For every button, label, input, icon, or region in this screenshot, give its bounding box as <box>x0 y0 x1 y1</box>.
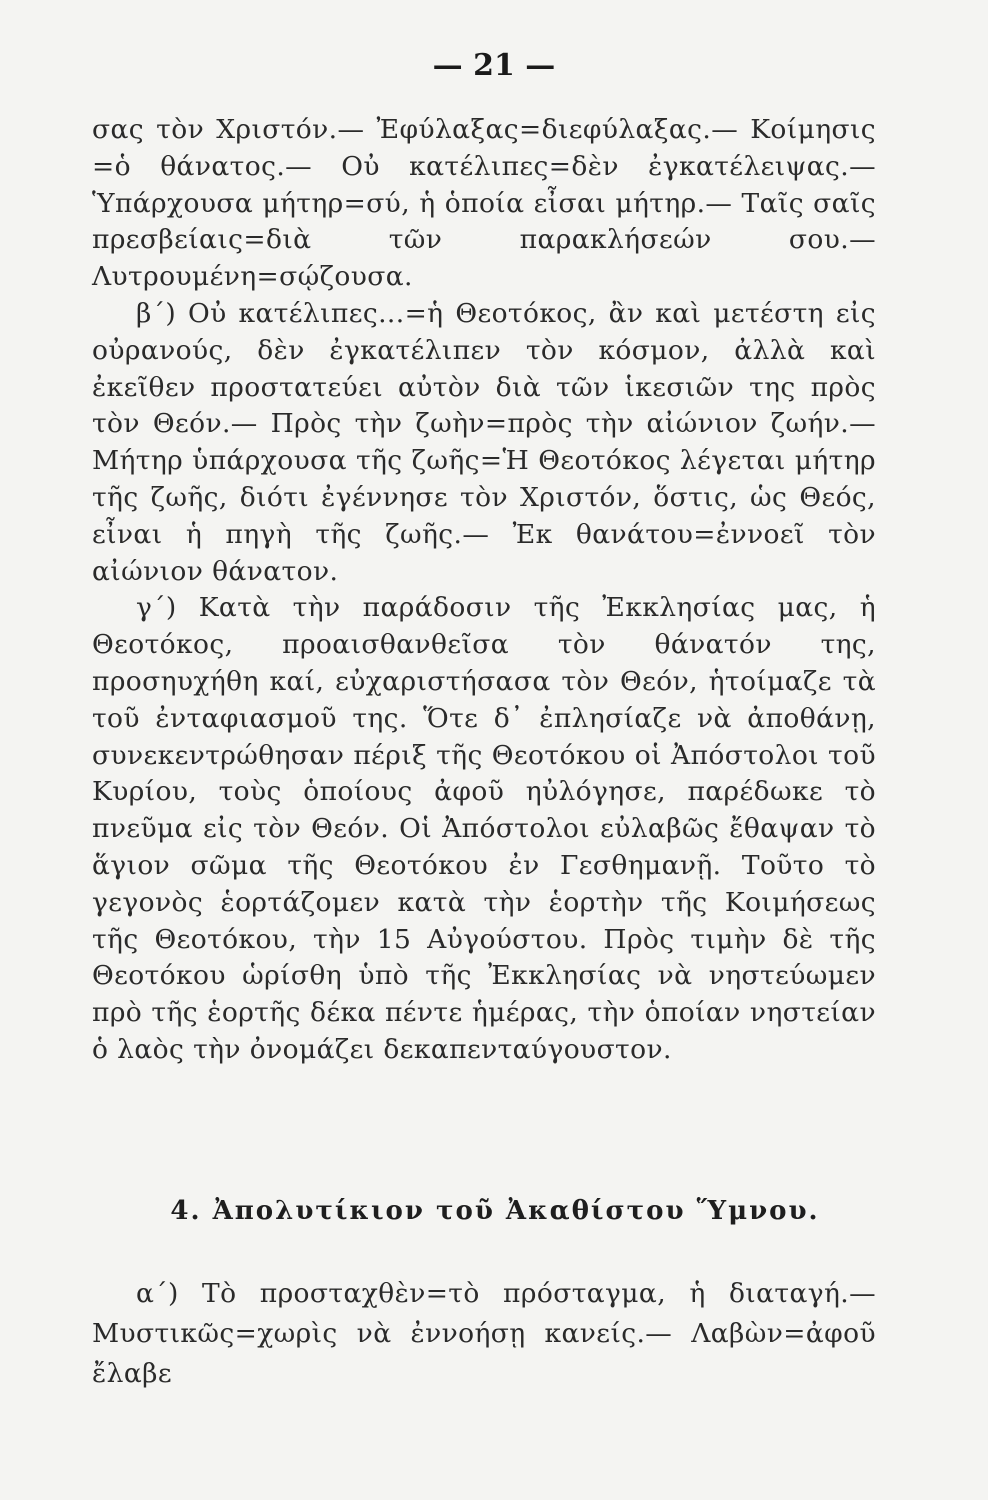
paragraph-glossary: σας τὸν Χριστόν.— Ἐφύλαξας=διεφύλαξας.— Κοίμησις =ὁ θάνατος.— Οὐ κατέλιπες=δὲν ἐγκατέλειψας.— Ὑπάρχουσα μήτηρ=σύ, ἡ ὁποία εἶσαι μήτηρ.— Ταῖς σαῖς πρεσβείαις=διὰ τῶν παρακλήσεών σου.— Λυτρουμένη=σῴζουσα. <box>92 114 876 293</box>
paragraph-beta: β΄) Οὐ κατέλιπες...=ἡ Θεοτόκος, ἂν καὶ μετέστη εἰς οὐρανούς, δὲν ἐγκατέλιπεν τὸν κόσμον, ἀλλὰ καὶ ἐκεῖθεν προστατεύει αὐτὸν διὰ τῶν ἱκεσιῶν της πρὸς τὸν Θεόν.— Πρὸς τὴν ζωὴν=πρὸς τὴν αἰώνιον ζωήν.— Μήτηρ ὑπάρχουσα τῆς ζωῆς=Ἡ Θεοτόκος λέγεται μήτηρ τῆς ζωῆς, διότι ἐγέννησε τὸν Χριστόν, ὅστις, ὡς Θεός, εἶναι ἡ πηγὴ τῆς ζωῆς.— Ἐκ θανάτου=ἐννοεῖ τὸν αἰώνιον θάνατον. <box>92 297 876 587</box>
commentary-text <box>92 112 876 1069</box>
page-number: — 21 — <box>432 48 556 83</box>
section-heading: 4. Ἀπολυτίκιον τοῦ Ἀκαθίστου Ὕμνου. <box>170 1196 820 1226</box>
paragraph-gamma: γ΄) Κατὰ τὴν παράδοσιν τῆς Ἐκκλησίας μας, ἡ Θεοτόκος, προαισθανθεῖσα τὸν θάνατόν της, προσηυχήθη καί, εὐχαριστήσασα τὸν Θεόν, ἡτοίμαζε τὰ τοῦ ἐνταφιασμοῦ της. Ὅτε δ᾽ ἐπλησίαζε νὰ ἀποθάνῃ, συνεκεντρώθησαν πέριξ τῆς Θεοτόκου οἱ Ἀπόστολοι τοῦ Κυρίου, τοὺς ὁποίους ἀφοῦ ηὐλόγησε, παρέδωκε τὸ πνεῦμα εἰς τὸν Θεόν. Οἱ Ἀπόστολοι εὐλαβῶς ἔθαψαν τὸ ἅγιον σῶμα τῆς Θεοτόκου ἐν Γεσθημανῇ. Τοῦτο τὸ γεγονὸς ἑορτάζομεν κατὰ τὴν ἑορτὴν τῆς Κοιμήσεως τῆς Θεοτόκου, τὴν 15 Αὐγούστου. Πρὸς τιμὴν δὲ τῆς Θεοτόκου ὡρίσθη ὑπὸ τῆς Ἐκκλησίας νὰ νηστεύωμεν πρὸ τῆς ἑορτῆς δέκα πέντε ἡμέρας, τὴν ὁποίαν νηστείαν ὁ λαὸς τὴν ὀνομάζει δεκαπενταύγουστον. <box>92 592 876 1065</box>
section-text <box>92 1274 876 1394</box>
paragraph-alpha: α΄) Τὸ προσταχθὲν=τὸ πρόσταγμα, ἡ διαταγή.— Μυστικῶς=χωρὶς νὰ ἐννοήσῃ κανείς.— Λαβὼν=ἀφοῦ ἔλαβε <box>92 1278 876 1389</box>
